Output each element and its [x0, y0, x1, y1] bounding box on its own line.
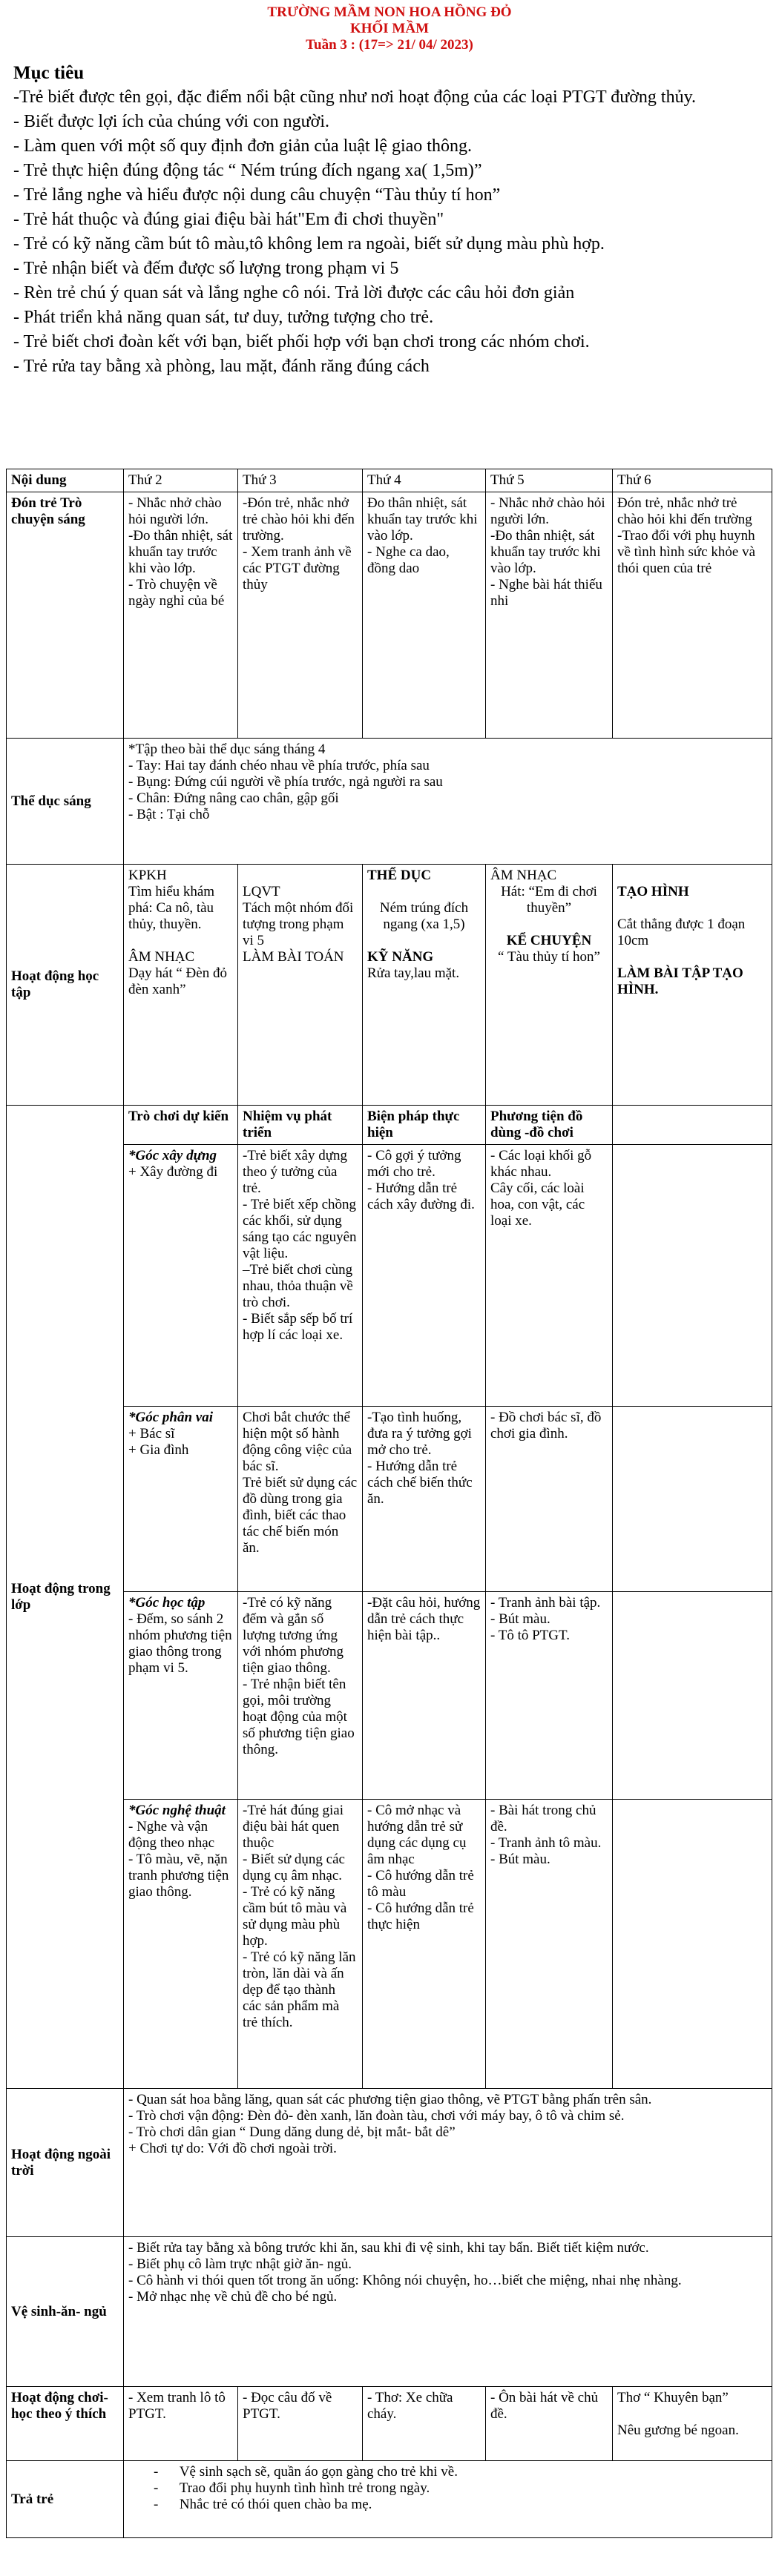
cell-line: -Trẻ biết xây dựng theo ý tưởng của trẻ. — [243, 1148, 347, 1196]
goal-item: - Biết được lợi ích của chúng với con người. — [13, 112, 330, 131]
cell-line: Nêu gương bé ngoan. — [617, 2423, 739, 2438]
cell-thu-3 — [238, 865, 363, 1106]
row-label: Hoạt động trong lớp — [7, 1106, 124, 2089]
cell-line: - Vệ sinh sạch sẽ, quần áo gọn gàng cho trẻ khi về. — [154, 2464, 458, 2480]
cell-line: - Hướng dẫn trẻ cách chế biến thức ăn. — [367, 1459, 473, 1507]
cell-line: - Trò chuyện về ngày nghỉ của bé — [128, 577, 225, 609]
cell-line: Chơi bắt chước thể hiện một số hành động công việc của bác sĩ. — [243, 1410, 352, 1474]
cell-thu-3: - Đọc câu đố về PTGT. — [238, 2387, 363, 2461]
subject-title: LÀM BÀI TOÁN — [243, 949, 344, 965]
empty-cell — [613, 1592, 772, 1800]
cell-line: - Nghe ca dao, đồng dao — [367, 544, 450, 576]
cell-ngoai-troi — [124, 2089, 772, 2237]
task-cell — [238, 1592, 363, 1800]
corner-name: *Góc phân vai — [128, 1410, 213, 1425]
row-hoat-dong-hoc — [7, 865, 772, 1106]
cell-line: Cây cối, các loài hoa, con vật, các loại xe. — [490, 1180, 585, 1229]
cell-thu-6 — [613, 2387, 772, 2461]
cell-line: –Trẻ biết chơi cùng nhau, thỏa thuận về trò chơi. — [243, 1262, 353, 1310]
row-ngoai-troi — [7, 2089, 772, 2237]
goal-item: - Trẻ thực hiện đúng động tác “ Ném trúng đích ngang xa( 1,5m)” — [13, 161, 482, 180]
row-label: Hoạt động học tập — [7, 865, 124, 1106]
corner-name-cell — [124, 1800, 238, 2089]
empty-cell — [613, 1407, 772, 1592]
subject-text: Ném trúng đích ngang (xa 1,5) — [379, 900, 469, 932]
cell-line: - Hướng dẫn trẻ cách xây đường đi. — [367, 1180, 475, 1212]
cell-thu-5 — [486, 865, 613, 1106]
cell-line-text: Vệ sinh sạch sẽ, quần áo gọn gàng cho trẻ khi về. — [179, 2464, 458, 2480]
material-cell — [486, 1592, 613, 1800]
cell-line: - Nghe bài hát thiếu nhi — [490, 577, 602, 609]
cell-line: - Tay: Hai tay đánh chéo nhau về phía trước, phía sau — [128, 758, 430, 773]
goal-item: - Trẻ rửa tay bằng xà phòng, lau mặt, đánh răng đúng cách — [13, 357, 430, 376]
col-header: Thứ 2 — [124, 469, 238, 492]
cell-line: Đo thân nhiệt, sát khuẩn tay trước khi vào lớp. — [367, 495, 478, 544]
material-cell — [486, 1145, 613, 1407]
corner-activity: - Nghe và vận động theo nhạc — [128, 1819, 215, 1851]
cell-line: Thơ “ Khuyên bạn” — [617, 2390, 729, 2405]
row-label: Hoạt động ngoài trời — [7, 2089, 124, 2237]
goal-item: - Trẻ biết chơi đoàn kết với bạn, biết phối hợp với bạn chơi trong các nhóm chơi. — [13, 332, 590, 351]
schedule-table — [6, 469, 772, 2538]
subject-title: KỸ NĂNG — [367, 949, 434, 965]
goal-item: - Trẻ hát thuộc và đúng giai điệu bài hát"Em đi chơi thuyền" — [13, 210, 444, 229]
subject-title: THỂ DỤC — [367, 868, 432, 883]
cell-thu-2 — [124, 492, 238, 739]
subject-title: ÂM NHẠC — [490, 868, 557, 883]
subject-text: Tách một nhóm đối tượng trong phạm vi 5 — [243, 900, 354, 948]
row-label: Thể dục sáng — [7, 739, 124, 865]
cell-ve-sinh — [124, 2237, 772, 2387]
cell-line: -Đặt câu hỏi, hướng dẫn trẻ cách thực hiện bài tập.. — [367, 1595, 481, 1643]
cell-line-text: Trao đổi phụ huynh tình hình trẻ trong ngày. — [179, 2480, 430, 2496]
school-name: TRƯỜNG MẦM NON HOA HỒNG ĐỎ — [267, 4, 512, 20]
cell-line: - Nhắc nhở chào hỏi người lớn. — [490, 495, 605, 527]
subject-text: Rửa tay,lau mặt. — [367, 965, 460, 981]
cell-line: Đón trẻ, nhắc nhở trẻ chào hỏi khi đến trường — [617, 495, 752, 527]
col-header: Thứ 6 — [613, 469, 772, 492]
cell-line: - Nhắc nhở chào hỏi người lớn. — [128, 495, 222, 527]
method-cell — [363, 1592, 486, 1800]
col-header: Trò chơi dự kiến — [124, 1106, 238, 1145]
cell-line: - Nhắc trẻ có thói quen chào ba mẹ. — [154, 2497, 372, 2512]
cell-line: - Tranh ảnh bài tập. — [490, 1595, 601, 1611]
cell-line: *Tập theo bài thể dục sáng tháng 4 — [128, 742, 326, 757]
subject-title: KỂ CHUYỆN — [506, 933, 592, 948]
subject-title: LÀM BÀI TẬP TẠO HÌNH. — [617, 965, 743, 997]
row-don-tre — [7, 492, 772, 739]
cell-thu-2 — [124, 865, 238, 1106]
cell-line: - Cô hướng dẫn trẻ thực hiện — [367, 1900, 474, 1932]
row-trong-lop-header — [7, 1106, 772, 1145]
goal-item: - Trẻ có kỹ năng cầm bút tô màu,tô không lem ra ngoài, biết sử dụng màu phù hợp. — [13, 234, 605, 254]
cell-line: - Bụng: Đứng cúi người về phía trước, ngả người ra sau — [128, 774, 443, 790]
material-cell — [486, 1800, 613, 2089]
cell-line: - Trao đổi phụ huynh tình hình trẻ trong ngày. — [154, 2480, 430, 2496]
row-label: Vệ sinh-ăn- ngủ — [7, 2237, 124, 2387]
cell-thu-5: - Ôn bài hát về chủ đề. — [486, 2387, 613, 2461]
cell-line: - Đồ chơi bác sĩ, đồ chơi gia đình. — [490, 1410, 602, 1441]
corner-name-cell — [124, 1407, 238, 1592]
method-cell — [363, 1145, 486, 1407]
cell-line: - Mở nhạc nhẹ về chủ đề cho bé ngủ. — [128, 2289, 338, 2305]
cell-line: - Quan sát hoa bằng lăng, quan sát các phương tiện giao thông, vẽ PTGT bằng phấn trên sân. — [128, 2092, 652, 2107]
cell-thu-4 — [363, 865, 486, 1106]
corner-activity: - Đếm, so sánh 2 nhóm phương tiện giao thông trong phạm vi 5. — [128, 1611, 232, 1676]
cell-line: - Trẻ có kỹ năng lăn tròn, lăn dài và ấn dẹp để tạo thành các sản phẩm mà trẻ thích. — [243, 1949, 356, 2030]
task-cell — [238, 1407, 363, 1592]
row-label: Đón trẻ Trò chuyện sáng — [7, 492, 124, 739]
subject-title: TẠO HÌNH — [617, 884, 689, 899]
cell-thu-2: - Xem tranh lô tô PTGT. — [124, 2387, 238, 2461]
cell-line: - Tô tô PTGT. — [490, 1628, 570, 1643]
subject-title: LQVT — [243, 884, 280, 899]
corner-name-cell — [124, 1145, 238, 1407]
subject-text: Tìm hiểu khám phá: Ca nô, tàu thủy, thuyền. — [128, 884, 215, 932]
cell-line: - Xem tranh ảnh về các PTGT đường thủy — [243, 544, 352, 592]
cell-line: -Đón trẻ, nhắc nhở trẻ chào hỏi khi đến trường. — [243, 495, 355, 544]
document-header — [0, 0, 779, 53]
cell-line: - Bút màu. — [490, 1611, 550, 1627]
cell-line: -Tạo tình huống, đưa ra ý tưởng gợi mở cho trẻ. — [367, 1410, 472, 1458]
col-header: Nhiệm vụ phát triển — [238, 1106, 363, 1145]
corner-activity: - Tô màu, vẽ, nặn tranh phương tiện giao thông. — [128, 1852, 229, 1900]
task-cell — [238, 1145, 363, 1407]
row-the-duc — [7, 739, 772, 865]
cell-thu-3 — [238, 492, 363, 739]
col-header: Thứ 5 — [486, 469, 613, 492]
cell-line: -Trao đổi với phụ huynh về tình hình sức khỏe và thói quen của trẻ — [617, 528, 756, 576]
corner-name: *Góc xây dựng — [128, 1148, 217, 1163]
cell-line: -Đo thân nhiệt, sát khuẩn tay trước khi vào lớp. — [490, 528, 601, 576]
empty-cell — [613, 1800, 772, 2089]
empty-cell — [613, 1145, 772, 1407]
cell-thu-5 — [486, 492, 613, 739]
subject-title: KPKH — [128, 868, 167, 883]
cell-line: - Biết sử dụng các dụng cụ âm nhạc. — [243, 1852, 345, 1883]
method-cell — [363, 1800, 486, 2089]
week-range: Tuần 3 : (17=> 21/ 04/ 2023) — [306, 37, 473, 53]
goals-section — [0, 53, 779, 379]
cell-line: - Bút màu. — [490, 1852, 550, 1867]
cell-line: - Cô hướng dẫn trẻ tô màu — [367, 1868, 474, 1900]
task-cell — [238, 1800, 363, 2089]
corner-activity: + Bác sĩ — [128, 1426, 175, 1441]
row-label: Trả trẻ — [7, 2461, 124, 2538]
cell-line: + Chơi tự do: Với đồ chơi ngoài trời. — [128, 2141, 337, 2156]
goal-item: -Trẻ biết được tên gọi, đặc điểm nổi bật cũng như nơi hoạt động của các loại PTGT đường thủy. — [13, 87, 697, 107]
corner-activity: + Gia đình — [128, 1442, 189, 1458]
cell-line: -Trẻ có kỹ năng đếm và gắn số lượng tương ứng với nhóm phương tiện giao thông. — [243, 1595, 344, 1676]
cell-line: - Tranh ảnh tô màu. — [490, 1835, 602, 1851]
cell-line: - Trẻ biết xếp chồng các khối, sử dụng sáng tạo các nguyên vật liệu. — [243, 1197, 357, 1261]
empty-cell — [613, 1106, 772, 1145]
cell-thu-4 — [363, 492, 486, 739]
cell-line: - Trẻ nhận biết tên gọi, môi trường hoạt động của một số phương tiện giao thông. — [243, 1677, 355, 1757]
subject-text: Dạy hát “ Đèn đỏ đèn xanh” — [128, 965, 227, 997]
cell-line: - Biết rửa tay bằng xà bông trước khi ăn, sau khi đi vệ sinh, khi tay bẩn. Biết tiết kiệm nước. — [128, 2240, 649, 2256]
cell-line: -Trẻ hát đúng giai điệu bài hát quen thuộc — [243, 1803, 344, 1851]
cell-line-text: Nhắc trẻ có thói quen chào ba mẹ. — [179, 2497, 372, 2512]
grade-name: KHỐI MẦM — [349, 21, 430, 36]
goal-item: - Phát triển khả năng quan sát, tư duy, tưởng tượng cho trẻ. — [13, 308, 434, 327]
cell-line: -Đo thân nhiệt, sát khuẩn tay trước khi vào lớp. — [128, 528, 233, 576]
goal-item: - Rèn trẻ chú ý quan sát và lắng nghe cô nói. Trả lời được các câu hỏi đơn giản — [13, 283, 575, 303]
col-header: Thứ 3 — [238, 469, 363, 492]
col-header: Phương tiện đồ dùng -đồ chơi — [486, 1106, 613, 1145]
cell-line: - Các loại khối gỗ khác nhau. — [490, 1148, 592, 1180]
cell-thu-6 — [613, 865, 772, 1106]
goal-item: - Làm quen với một số quy định đơn giản của luật lệ giao thông. — [13, 136, 472, 156]
cell-line: - Trẻ có kỹ năng cầm bút tô màu và sử dụng màu phù hợp. — [243, 1884, 347, 1949]
subject-title: ÂM NHẠC — [128, 949, 195, 965]
subject-text: “ Tàu thủy tí hon” — [498, 949, 600, 965]
cell-line: - Bật : Tại chỗ — [128, 807, 210, 822]
cell-line: - Biết phụ cô làm trực nhật giờ ăn- ngủ. — [128, 2256, 352, 2272]
cell-line: - Cô mở nhạc và hướng dẫn trẻ sử dụng các dụng cụ âm nhạc — [367, 1803, 467, 1867]
subject-text: Cắt thẳng được 1 đoạn 10cm — [617, 917, 746, 948]
cell-thu-4: - Thơ: Xe chữa cháy. — [363, 2387, 486, 2461]
cell-tra-tre — [124, 2461, 772, 2538]
subject-text: Hát: “Em đi chơi thuyền” — [501, 884, 597, 916]
cell-thu-6 — [613, 492, 772, 739]
cell-line: - Cô hành vi thói quen tốt trong ăn uống: Không nói chuyện, ho…biết che miệng, nhai nhẹ nhàng. — [128, 2273, 682, 2288]
goal-item: - Trẻ nhận biết và đếm được số lượng trong phạm vi 5 — [13, 259, 399, 278]
table-header-row — [7, 469, 772, 492]
cell-line: - Biết sắp sếp bố trí hợp lí các loại xe. — [243, 1311, 353, 1343]
corner-name: *Góc học tập — [128, 1595, 206, 1611]
col-header: Nội dung — [7, 469, 124, 492]
row-tra-tre — [7, 2461, 772, 2538]
cell-line: - Cô gợi ý tưởng mới cho trẻ. — [367, 1148, 461, 1180]
corner-name-cell — [124, 1592, 238, 1800]
col-header: Thứ 4 — [363, 469, 486, 492]
row-label: Hoạt động chơi-học theo ý thích — [7, 2387, 124, 2461]
col-header: Biện pháp thực hiện — [363, 1106, 486, 1145]
method-cell — [363, 1407, 486, 1592]
cell-line: - Bài hát trong chủ đề. — [490, 1803, 596, 1834]
corner-name: *Góc nghệ thuật — [128, 1803, 226, 1818]
corner-activity: + Xây đường đi — [128, 1164, 218, 1180]
row-choi-hoc — [7, 2387, 772, 2461]
cell-the-duc — [124, 739, 772, 865]
goals-title: Mục tiêu — [13, 63, 85, 83]
cell-line: - Trò chơi dân gian “ Dung dăng dung dẻ, bịt mắt- bắt dê” — [128, 2124, 456, 2140]
row-ve-sinh — [7, 2237, 772, 2387]
material-cell — [486, 1407, 613, 1592]
cell-line: - Trò chơi vận động: Đèn đỏ- đèn xanh, lăn đoàn tàu, chơi với máy bay, ô tô và chim sẻ. — [128, 2108, 625, 2124]
goal-item: - Trẻ lắng nghe và hiểu được nội dung câu chuyện “Tàu thủy tí hon” — [13, 185, 501, 205]
cell-line: Trẻ biết sử dụng các đồ dùng trong gia đình, biết các thao tác chế biến món ăn. — [243, 1475, 358, 1556]
cell-line: - Chân: Đứng nâng cao chân, gập gối — [128, 790, 339, 806]
